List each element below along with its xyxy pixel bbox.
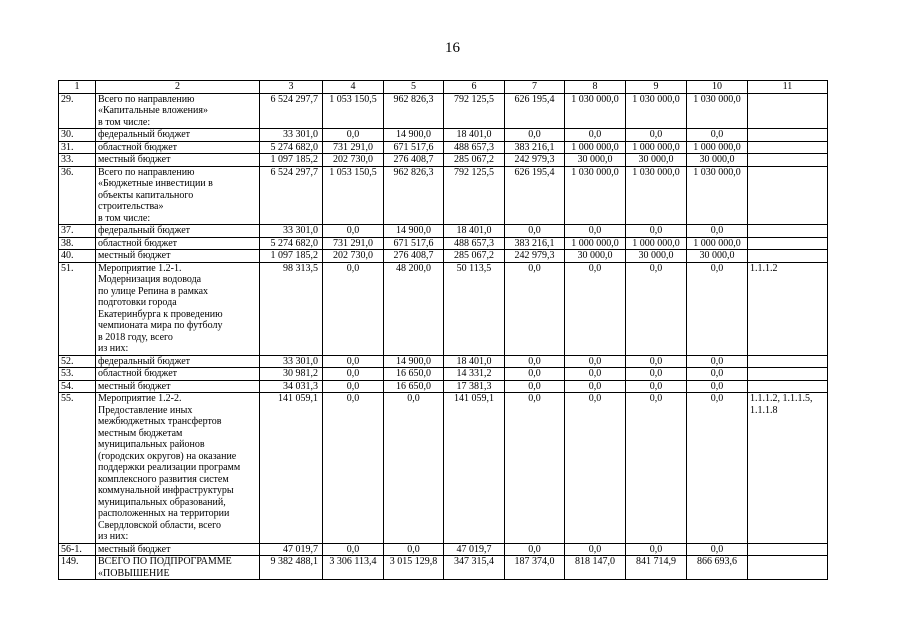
year-value-cell: 0,0 — [323, 129, 384, 142]
total-value-cell: 33 301,0 — [260, 129, 323, 142]
total-value-cell: 6 524 297,7 — [260, 93, 323, 129]
year-value-cell: 841 714,9 — [626, 556, 687, 580]
table-row — [59, 380, 828, 393]
description-line: областной бюджет — [98, 368, 178, 379]
description-line: расположенных на территории — [98, 508, 230, 519]
year-value-cell: 0,0 — [505, 129, 565, 142]
year-value-cell: 0,0 — [323, 393, 384, 544]
year-value-cell: 1 030 000,0 — [626, 93, 687, 129]
target-reference — [748, 225, 828, 238]
year-value-cell: 0,0 — [687, 262, 748, 355]
target-reference — [748, 166, 828, 225]
reference-line: 1.1.1.2 — [750, 262, 778, 274]
year-value-cell: 626 195,4 — [505, 166, 565, 225]
row-description — [96, 129, 260, 142]
year-value-cell: 187 374,0 — [505, 556, 565, 580]
row-number: 36. — [59, 166, 96, 225]
description-line: строительства» — [98, 201, 164, 212]
reference-line: 1.1.1.2, 1.1.1.5, — [750, 393, 813, 404]
year-value-cell: 30 000,0 — [687, 154, 748, 167]
column-number-row — [59, 81, 828, 94]
year-value-cell: 18 401,0 — [444, 355, 505, 368]
year-value-cell: 0,0 — [626, 380, 687, 393]
target-reference — [748, 556, 828, 580]
row-number: 38. — [59, 237, 96, 250]
description-line: Предоставление иных — [98, 404, 193, 416]
year-value-cell: 383 216,1 — [505, 237, 565, 250]
year-value-cell: 1 030 000,0 — [565, 166, 626, 225]
row-number: 53. — [59, 368, 96, 381]
description-line: муниципальных образований, — [98, 496, 226, 508]
description-line: «Капитальные вложения» — [98, 105, 208, 116]
year-value-cell: 0,0 — [565, 380, 626, 393]
description-line: федеральный бюджет — [98, 225, 191, 236]
year-value-cell: 671 517,6 — [384, 237, 444, 250]
description-line: чемпионата мира по футболу — [98, 320, 223, 331]
total-value-cell: 98 313,5 — [260, 262, 323, 355]
column-number: 1 — [59, 81, 96, 94]
year-value-cell: 0,0 — [505, 543, 565, 556]
year-value-cell: 383 216,1 — [505, 141, 565, 154]
description-line: из них: — [98, 531, 129, 542]
year-value-cell: 0,0 — [565, 393, 626, 544]
year-value-cell: 0,0 — [384, 543, 444, 556]
year-value-cell: 17 381,3 — [444, 380, 505, 393]
year-value-cell: 347 315,4 — [444, 556, 505, 580]
table-row — [59, 225, 828, 238]
description-line: Всего по направлению — [98, 166, 195, 178]
column-number: 6 — [444, 81, 505, 94]
year-value-cell: 818 147,0 — [565, 556, 626, 580]
year-value-cell: 0,0 — [505, 225, 565, 238]
year-value-cell: 488 657,3 — [444, 237, 505, 250]
total-value-cell: 30 981,2 — [260, 368, 323, 381]
year-value-cell: 0,0 — [565, 355, 626, 368]
year-value-cell: 0,0 — [505, 355, 565, 368]
table-row — [59, 129, 828, 142]
total-value-cell: 47 019,7 — [260, 543, 323, 556]
year-value-cell: 0,0 — [323, 225, 384, 238]
column-number: 2 — [96, 81, 260, 94]
row-description — [96, 154, 260, 167]
total-value-cell: 9 382 488,1 — [260, 556, 323, 580]
year-value-cell: 488 657,3 — [444, 141, 505, 154]
description-line: Свердловской области, всего — [98, 519, 221, 531]
year-value-cell: 1 053 150,5 — [323, 93, 384, 129]
year-value-cell: 0,0 — [687, 543, 748, 556]
description-line: местный бюджет — [98, 543, 171, 555]
year-value-cell: 30 000,0 — [687, 250, 748, 263]
year-value-cell: 14 900,0 — [384, 129, 444, 142]
year-value-cell: 0,0 — [687, 393, 748, 544]
row-description — [96, 250, 260, 263]
target-reference — [748, 250, 828, 263]
year-value-cell: 0,0 — [505, 262, 565, 355]
description-line: Мероприятие 1.2-2. — [98, 393, 182, 404]
target-reference — [748, 129, 828, 142]
target-reference — [748, 141, 828, 154]
year-value-cell: 1 030 000,0 — [565, 93, 626, 129]
year-value-cell: 1 000 000,0 — [626, 237, 687, 250]
year-value-cell: 0,0 — [687, 129, 748, 142]
target-reference — [748, 262, 828, 355]
column-number: 8 — [565, 81, 626, 94]
year-value-cell: 16 650,0 — [384, 368, 444, 381]
table-row — [59, 543, 828, 556]
year-value-cell: 0,0 — [505, 380, 565, 393]
year-value-cell: 14 331,2 — [444, 368, 505, 381]
column-number: 4 — [323, 81, 384, 94]
table-row — [59, 154, 828, 167]
year-value-cell: 30 000,0 — [565, 154, 626, 167]
description-line: федеральный бюджет — [98, 355, 191, 367]
reference-line: 1.1.1.8 — [750, 404, 778, 416]
description-line: в том числе: — [98, 116, 151, 128]
row-number: 33. — [59, 154, 96, 167]
target-reference — [748, 93, 828, 129]
table-row — [59, 368, 828, 381]
row-number: 37. — [59, 225, 96, 238]
row-description — [96, 141, 260, 154]
target-reference — [748, 543, 828, 556]
year-value-cell: 0,0 — [565, 262, 626, 355]
row-number: 55. — [59, 393, 96, 544]
row-number: 29. — [59, 93, 96, 129]
year-value-cell: 0,0 — [626, 129, 687, 142]
table-row — [59, 93, 828, 129]
description-line: муниципальных районов — [98, 439, 205, 450]
year-value-cell: 47 019,7 — [444, 543, 505, 556]
total-value-cell: 1 097 185,2 — [260, 250, 323, 263]
target-reference — [748, 393, 828, 544]
target-reference — [748, 355, 828, 368]
total-value-cell: 1 097 185,2 — [260, 154, 323, 167]
year-value-cell: 0,0 — [565, 129, 626, 142]
year-value-cell: 0,0 — [323, 368, 384, 381]
year-value-cell: 1 000 000,0 — [687, 141, 748, 154]
table-row — [59, 141, 828, 154]
column-number: 3 — [260, 81, 323, 94]
table-row — [59, 393, 828, 544]
description-line: Екатеринбурга к проведению — [98, 308, 223, 320]
table-body — [59, 81, 828, 580]
row-description — [96, 237, 260, 250]
description-line: ВСЕГО ПО ПОДПРОГРАММЕ — [98, 556, 232, 567]
year-value-cell: 0,0 — [505, 368, 565, 381]
description-line: из них: — [98, 343, 129, 354]
total-value-cell: 34 031,3 — [260, 380, 323, 393]
year-value-cell: 3 306 113,4 — [323, 556, 384, 580]
year-value-cell: 0,0 — [323, 355, 384, 368]
year-value-cell: 731 291,0 — [323, 237, 384, 250]
description-line: межбюджетных трансфертов — [98, 416, 222, 427]
total-value-cell: 6 524 297,7 — [260, 166, 323, 225]
year-value-cell: 0,0 — [626, 225, 687, 238]
row-description — [96, 380, 260, 393]
description-line: объекты капитального — [98, 189, 194, 201]
budget-table — [58, 80, 828, 580]
year-value-cell: 18 401,0 — [444, 225, 505, 238]
target-reference — [748, 368, 828, 381]
year-value-cell: 0,0 — [687, 225, 748, 238]
year-value-cell: 792 125,5 — [444, 166, 505, 225]
row-description — [96, 543, 260, 556]
table-row — [59, 262, 828, 355]
year-value-cell: 30 000,0 — [626, 154, 687, 167]
description-line: федеральный бюджет — [98, 129, 191, 140]
target-reference — [748, 154, 828, 167]
description-line: подготовки города — [98, 297, 177, 308]
description-line: местный бюджет — [98, 380, 171, 392]
total-value-cell: 141 059,1 — [260, 393, 323, 544]
row-description — [96, 225, 260, 238]
description-line: в том числе: — [98, 212, 151, 224]
total-value-cell: 5 274 682,0 — [260, 141, 323, 154]
year-value-cell: 0,0 — [384, 393, 444, 544]
year-value-cell: 1 000 000,0 — [565, 237, 626, 250]
row-number: 52. — [59, 355, 96, 368]
year-value-cell: 0,0 — [323, 543, 384, 556]
description-line: Модернизация водовода — [98, 274, 202, 285]
row-description — [96, 368, 260, 381]
description-line: областной бюджет — [98, 237, 178, 249]
description-line: комплексного развития систем — [98, 473, 229, 485]
year-value-cell: 1 030 000,0 — [626, 166, 687, 225]
year-value-cell: 962 826,3 — [384, 166, 444, 225]
row-description — [96, 166, 260, 225]
description-line: по улице Репина в рамках — [98, 285, 209, 297]
year-value-cell: 1 030 000,0 — [687, 93, 748, 129]
row-number: 51. — [59, 262, 96, 355]
year-value-cell: 285 067,2 — [444, 154, 505, 167]
year-value-cell: 792 125,5 — [444, 93, 505, 129]
table-row — [59, 556, 828, 580]
description-line: местным бюджетам — [98, 427, 183, 439]
row-number: 31. — [59, 141, 96, 154]
column-number: 10 — [687, 81, 748, 94]
table-row — [59, 250, 828, 263]
description-line: (городских округов) на оказание — [98, 450, 237, 462]
row-description — [96, 262, 260, 355]
year-value-cell: 276 408,7 — [384, 154, 444, 167]
year-value-cell: 0,0 — [626, 355, 687, 368]
row-number: 54. — [59, 380, 96, 393]
year-value-cell: 1 053 150,5 — [323, 166, 384, 225]
year-value-cell: 18 401,0 — [444, 129, 505, 142]
year-value-cell: 3 015 129,8 — [384, 556, 444, 580]
year-value-cell: 0,0 — [626, 543, 687, 556]
description-line: Мероприятие 1.2-1. — [98, 262, 182, 274]
target-reference — [748, 237, 828, 250]
description-line: в 2018 году, всего — [98, 331, 173, 343]
year-value-cell: 962 826,3 — [384, 93, 444, 129]
year-value-cell: 1 000 000,0 — [626, 141, 687, 154]
row-description — [96, 355, 260, 368]
row-description — [96, 393, 260, 544]
year-value-cell: 626 195,4 — [505, 93, 565, 129]
year-value-cell: 202 730,0 — [323, 154, 384, 167]
year-value-cell: 866 693,6 — [687, 556, 748, 580]
total-value-cell: 5 274 682,0 — [260, 237, 323, 250]
page-number: 16 — [445, 40, 460, 56]
table-row — [59, 166, 828, 225]
row-number: 149. — [59, 556, 96, 580]
column-number: 5 — [384, 81, 444, 94]
table-row — [59, 237, 828, 250]
column-number: 9 — [626, 81, 687, 94]
description-line: областной бюджет — [98, 141, 178, 153]
year-value-cell: 0,0 — [626, 393, 687, 544]
row-number: 56-1. — [59, 543, 96, 556]
table-row — [59, 355, 828, 368]
year-value-cell: 285 067,2 — [444, 250, 505, 263]
year-value-cell: 242 979,3 — [505, 250, 565, 263]
year-value-cell: 0,0 — [323, 380, 384, 393]
row-description — [96, 93, 260, 129]
year-value-cell: 202 730,0 — [323, 250, 384, 263]
description-line: Всего по направлению — [98, 93, 195, 105]
year-value-cell: 0,0 — [687, 368, 748, 381]
year-value-cell: 0,0 — [565, 225, 626, 238]
year-value-cell: 0,0 — [505, 393, 565, 544]
year-value-cell: 0,0 — [687, 380, 748, 393]
year-value-cell: 14 900,0 — [384, 355, 444, 368]
year-value-cell: 731 291,0 — [323, 141, 384, 154]
row-description — [96, 556, 260, 580]
year-value-cell: 1 000 000,0 — [687, 237, 748, 250]
year-value-cell: 30 000,0 — [565, 250, 626, 263]
column-number: 7 — [505, 81, 565, 94]
year-value-cell: 16 650,0 — [384, 380, 444, 393]
column-number: 11 — [748, 81, 828, 94]
total-value-cell: 33 301,0 — [260, 355, 323, 368]
year-value-cell: 0,0 — [323, 262, 384, 355]
year-value-cell: 1 030 000,0 — [687, 166, 748, 225]
year-value-cell: 0,0 — [626, 262, 687, 355]
description-line: местный бюджет — [98, 250, 171, 261]
year-value-cell: 0,0 — [565, 368, 626, 381]
year-value-cell: 30 000,0 — [626, 250, 687, 263]
year-value-cell: 50 113,5 — [444, 262, 505, 355]
description-line: «Бюджетные инвестиции в — [98, 178, 213, 189]
year-value-cell: 141 059,1 — [444, 393, 505, 544]
year-value-cell: 1 000 000,0 — [565, 141, 626, 154]
year-value-cell: 48 200,0 — [384, 262, 444, 355]
year-value-cell: 671 517,6 — [384, 141, 444, 154]
year-value-cell: 276 408,7 — [384, 250, 444, 263]
year-value-cell: 242 979,3 — [505, 154, 565, 167]
row-number: 30. — [59, 129, 96, 142]
description-line: местный бюджет — [98, 154, 171, 165]
description-line: коммунальной инфраструктуры — [98, 485, 234, 496]
description-line: «ПОВЫШЕНИЕ — [98, 567, 170, 579]
target-reference — [748, 380, 828, 393]
description-line: поддержки реализации программ — [98, 462, 241, 473]
year-value-cell: 0,0 — [565, 543, 626, 556]
year-value-cell: 14 900,0 — [384, 225, 444, 238]
total-value-cell: 33 301,0 — [260, 225, 323, 238]
row-number: 40. — [59, 250, 96, 263]
year-value-cell: 0,0 — [687, 355, 748, 368]
year-value-cell: 0,0 — [626, 368, 687, 381]
